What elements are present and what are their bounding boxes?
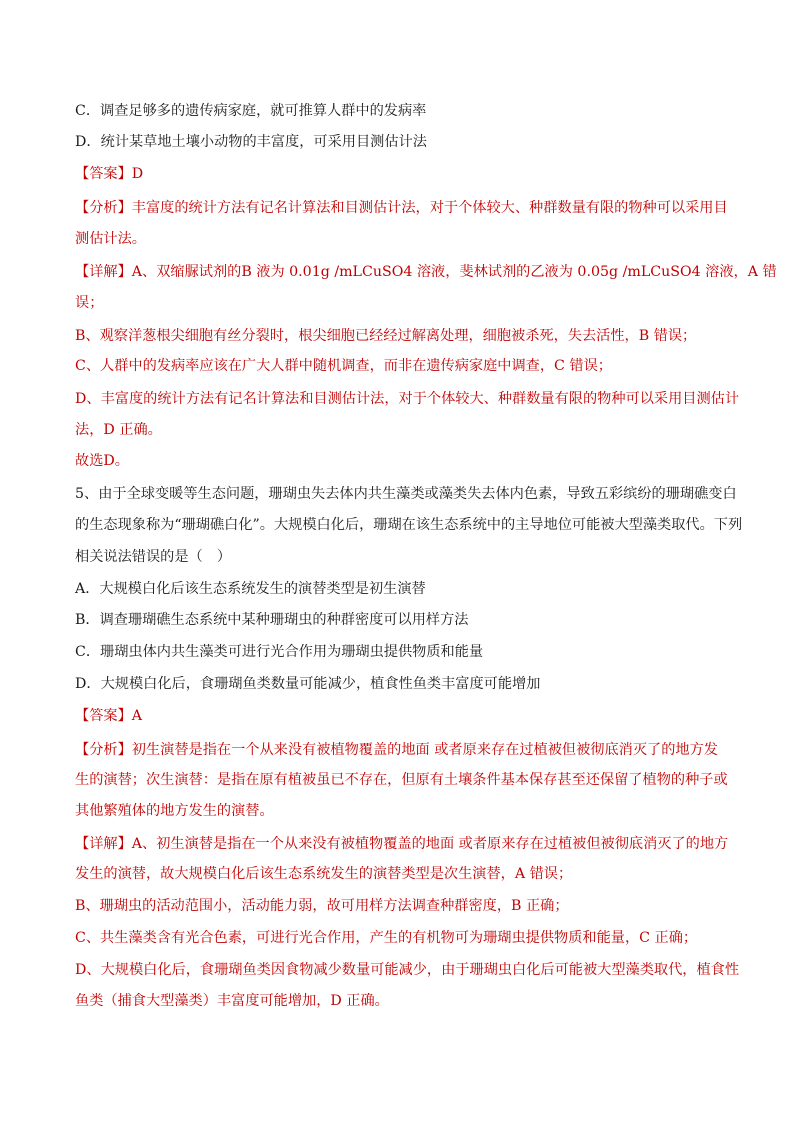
explanation-tag: 【详解】 xyxy=(75,836,132,852)
explanation-line-q5-cont: 发生的演替，故大规模白化后该生态系统发生的演替类型是次生演替，A 错误； xyxy=(75,866,573,882)
option-c-line: C．调查足够多的遗传病家庭，就可推算人群中的发病率 xyxy=(75,103,427,119)
answer-tag: 【答案】 xyxy=(75,708,132,724)
explanation-line-c: C、人群中的发病率应该在广大人群中随机调查，而非在遗传病家庭中调查，C 错误； xyxy=(75,358,612,374)
question-5-option-d: D．大规模白化后，食珊瑚鱼类数量可能减少，植食性鱼类丰富度可能增加 xyxy=(75,676,541,692)
question-5-option-c: C．珊瑚虫体内共生藻类可进行光合作用为珊瑚虫提供物质和能量 xyxy=(75,644,484,660)
option-d-line: D．统计某草地土壤小动物的丰富度，可采用目测估计法 xyxy=(75,134,427,150)
explanation-line-q5-c: C、共生藻类含有光合色素，可进行光合作用，产生的有机物可为珊瑚虫提供物质和能量，C 正确； xyxy=(75,930,698,946)
answer-value: D xyxy=(131,166,144,182)
answer-tag: 【答案】 xyxy=(75,166,132,182)
question-5-stem-3: 相关说法错误的是（ ） xyxy=(75,549,232,565)
answer-line-q5 xyxy=(75,706,725,726)
question-5-option-a: A．大规模白化后该生态系统发生的演替类型是初生演替 xyxy=(75,581,426,597)
explanation-line-d-cont: 法，D 正确。 xyxy=(75,422,162,438)
explanation-line-q5: 【详解】A、初生演替是指在一个从来没有被植物覆盖的地面 或者原来存在过植被但被彻底消灭了的地方 xyxy=(75,836,729,852)
explanation-tag: 【详解】 xyxy=(75,264,132,280)
answer-line-q4 xyxy=(75,164,725,184)
analysis-line-q5: 【分析】初生演替是指在一个从来没有被植物覆盖的地面 或者原来存在过植被但被彻底消灭了的地方发 xyxy=(75,742,718,758)
explanation-line-q5-d: D、大规模白化后，食珊瑚鱼类因食物减少数量可能减少，由于珊瑚虫白化后可能被大型藻类取代，植食性 xyxy=(75,962,740,978)
analysis-line-q5-cont-2: 其他繁殖体的地方发生的演替。 xyxy=(75,803,274,819)
analysis-line-q4: 【分析】丰富度的统计方法有记名计算法和目测估计法，对于个体较大、种群数量有限的物种可以采用目 xyxy=(75,200,728,216)
explanation-line-d: D、丰富度的统计方法有记名计算法和目测估计法，对于个体较大、种群数量有限的物种可以采用目测估计 xyxy=(75,391,740,407)
question-5-option-b: B．调查珊瑚礁生态系统中某种珊瑚虫的种群密度可以用样方法 xyxy=(75,612,469,628)
analysis-tag: 【分析】 xyxy=(75,200,132,216)
explanation-line-q4: 【详解】A、双缩脲试剂的B 液为 0.01g /mLCuSO4 溶液，斐林试剂的乙液为 0.05g /mLCuSO4 溶液，A 错 xyxy=(75,264,777,280)
analysis-line-q5-cont-1: 生的演替；次生演替：是指在原有植被虽已不存在，但原有土壤条件基本保存甚至还保留了植物的种子或 xyxy=(75,772,728,788)
question-5-stem-1: 5、由于全球变暖等生态问题，珊瑚虫失去体内共生藻类或藻类失去体内色素，导致五彩缤纷的珊瑚礁变白 xyxy=(75,486,737,502)
explanation-line-q5-b: B、珊瑚虫的活动范围小，活动能力弱，故可用样方法调查种群密度，B 正确； xyxy=(75,898,569,914)
analysis-tag: 【分析】 xyxy=(75,742,132,758)
question-5-stem-2: 的生态现象称为“珊瑚礁白化”。大规模白化后，珊瑚在该生态系统中的主导地位可能被大型藻类取代。下列 xyxy=(75,517,743,533)
answer-value: A xyxy=(131,708,143,724)
explanation-line-q4-cont: 误； xyxy=(75,295,104,311)
explanation-line-b: B、观察洋葱根尖细胞有丝分裂时，根尖细胞已经经过解离处理，细胞被杀死，失去活性，B 错误； xyxy=(75,328,697,344)
explanation-line-q5-d-cont: 鱼类（捕食大型藻类）丰富度可能增加，D 正确。 xyxy=(75,993,389,1009)
choose-line-q4: 故选D。 xyxy=(75,453,129,469)
analysis-line-q4-cont: 测估计法。 xyxy=(75,231,146,247)
